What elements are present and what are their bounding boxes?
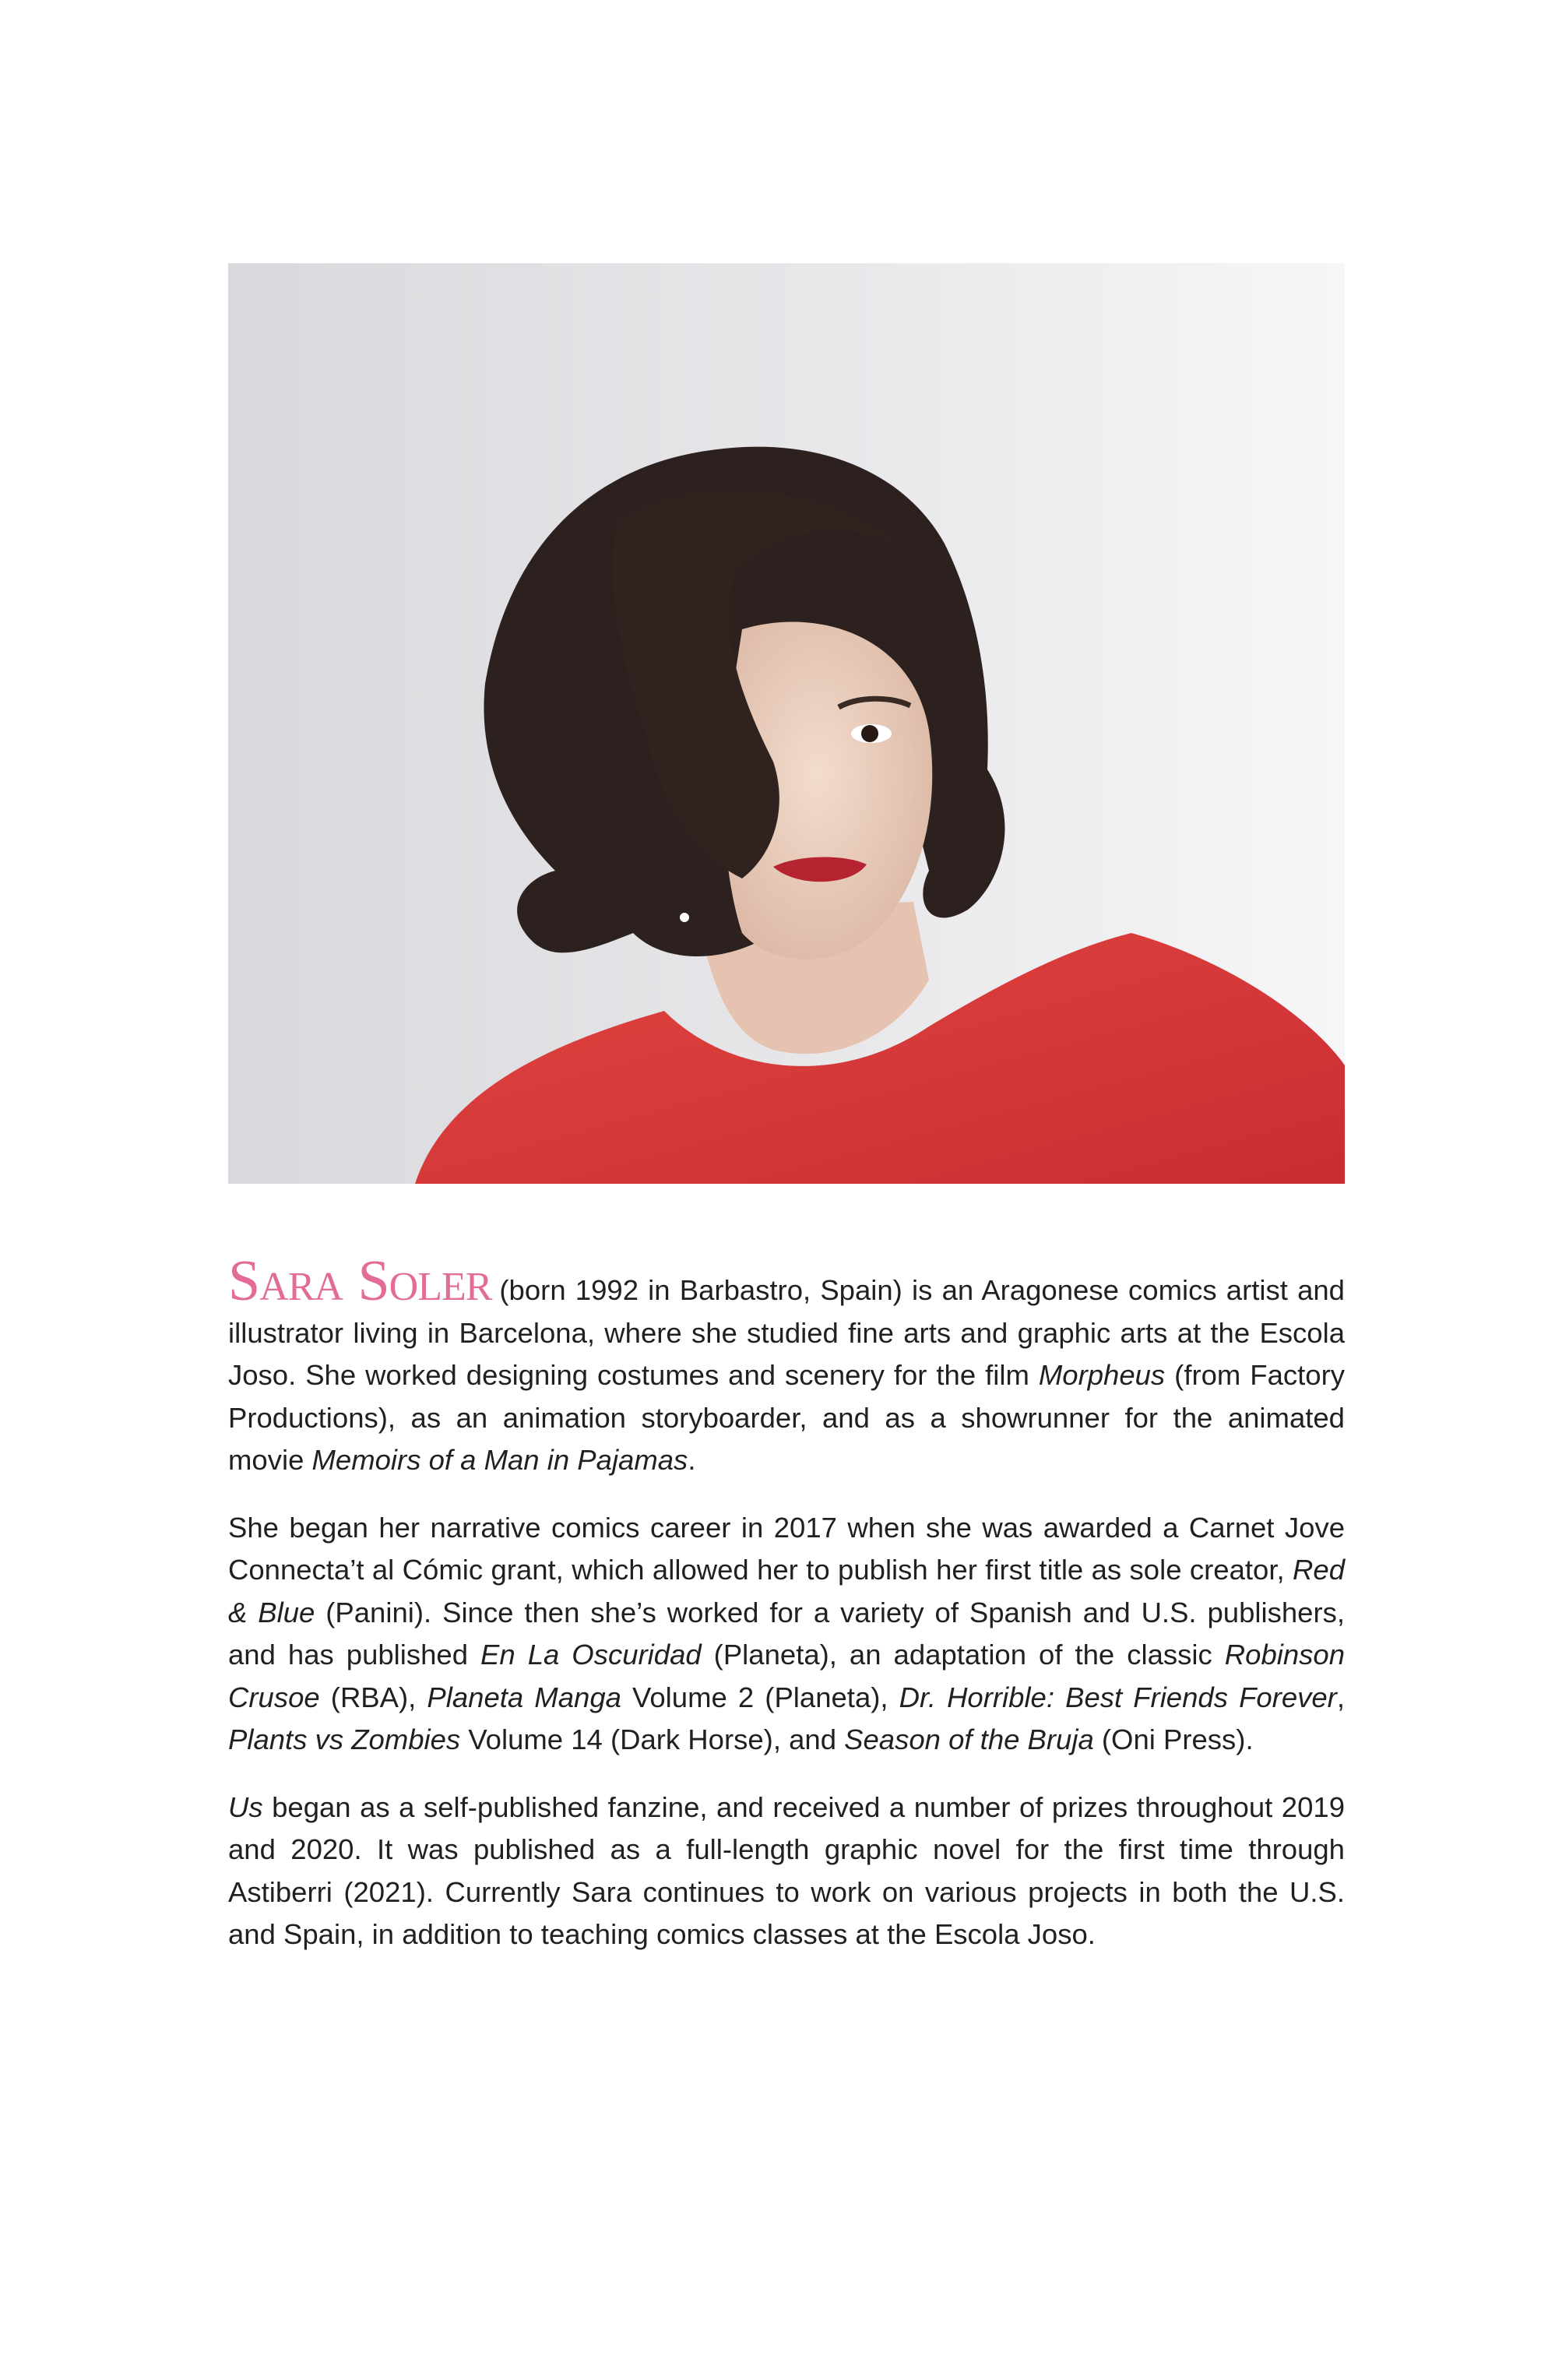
bio-paragraph-2 [228,1507,1345,1762]
earring [680,913,689,922]
bio-text: . [688,1444,696,1476]
bio-paragraph-3 [228,1787,1345,1956]
book-title: En La Oscuridad [480,1639,702,1671]
author-name: Sara Soler [228,1249,492,1313]
iris [861,725,878,742]
bio-text: , [1336,1681,1345,1713]
book-title: Red & Blue [228,1554,1345,1628]
bio-text: She began her narrative comics career in 2017 when she was awarded a Carnet Jove Connecta’t al Cómic grant, which allowed her to publish her first title as sole creator, [228,1511,1345,1586]
bio-text: (Oni Press). [1093,1723,1254,1755]
bio-paragraph-1 [228,1249,1345,1482]
book-title: Us [228,1790,263,1823]
bio-text: (Panini). Since then she’s worked for a variety of Spanish and U.S. publishers, and has published [228,1596,1345,1671]
film-title: Morpheus [1038,1359,1166,1391]
bio-text: (RBA), [319,1681,427,1713]
book-title: Plants vs Zombies [228,1723,461,1755]
author-bio [228,1249,1345,1981]
bio-text: (Planeta), an adaptation of the classic [701,1639,1225,1671]
bio-text: Volume 2 (Planeta), [621,1681,899,1713]
movie-title: Memoirs of a Man in Pajamas [311,1444,688,1476]
bio-text: (born 1992 in Barbastro, Spain) is an Aragonese comics artist and illustrator living in Barcelona, where she studied fine arts and graphic arts at the Escola Joso. She worked designing costumes and scenery for the film [228,1274,1345,1391]
portrait-illustration [228,263,1345,1184]
author-portrait-photo [228,263,1345,1184]
book-title: Planeta Manga [427,1681,621,1713]
bio-text: (from Factory Productions), as an animation storyboarder, and as a showrunner for the animated movie [228,1359,1345,1476]
book-title: Robinson Crusoe [228,1639,1345,1713]
book-title: Season of the Bruja [844,1723,1094,1755]
bio-text: began as a self-published fanzine, and received a number of prizes throughout 2019 and 2020. It was published as a full-length graphic novel for the first time through Astiberri (2021). Currently Sara continues to work on various projects in both the U.S. and Spain, in addition to teaching comics classes at the Escola Joso. [228,1790,1345,1950]
book-title: Dr. Horrible: Best Friends Forever [899,1681,1337,1713]
bio-text: Volume 14 (Dark Horse), and [460,1723,845,1755]
